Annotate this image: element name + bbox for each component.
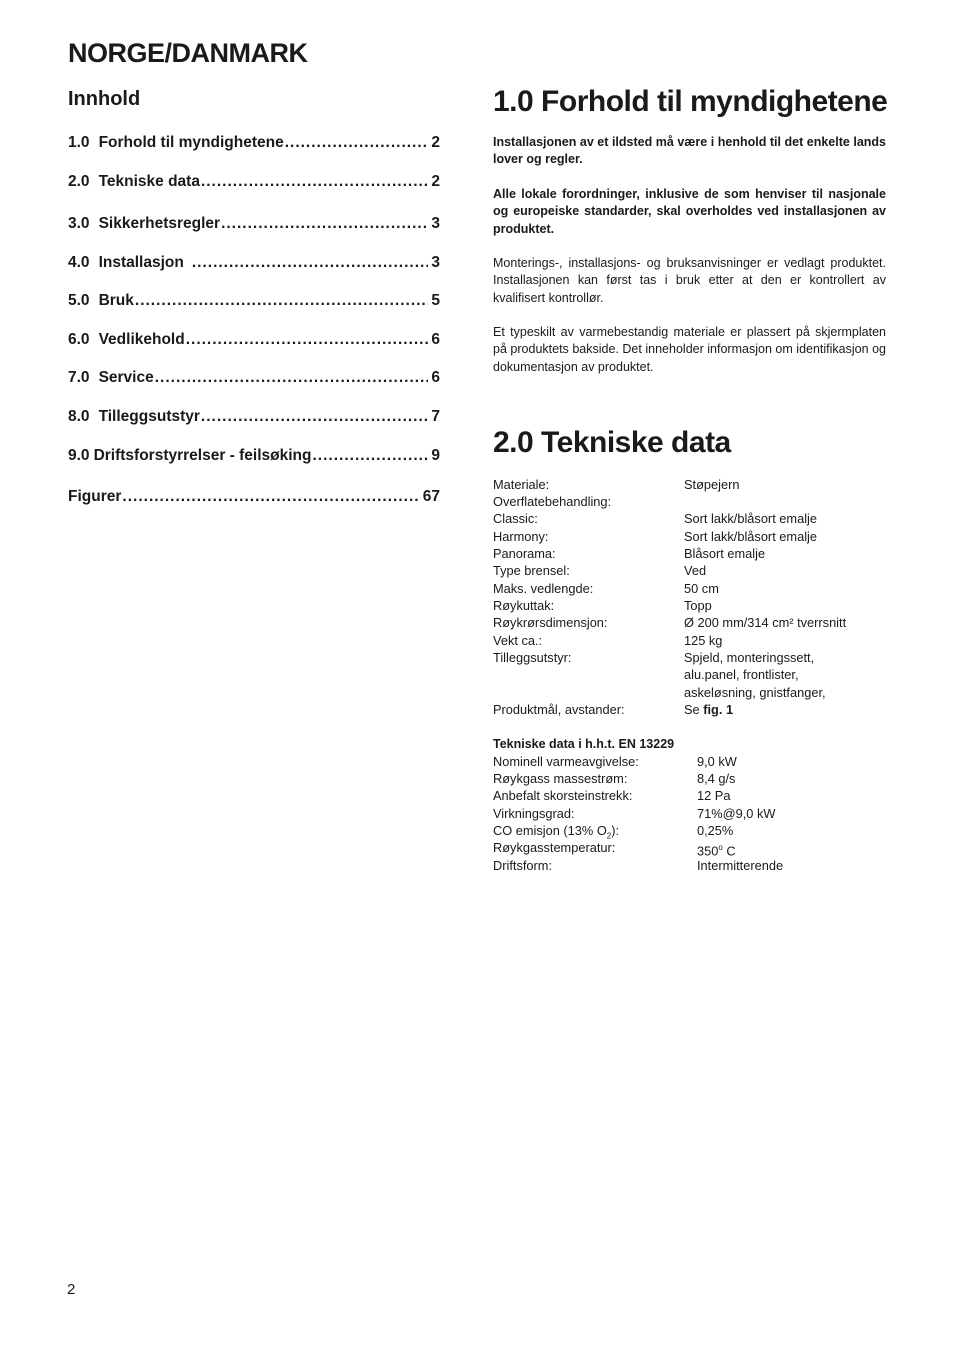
emission-label-text: CO emisjon (13% O: [493, 823, 607, 838]
toc-item-page: 3: [431, 254, 440, 271]
superscript: o: [718, 843, 723, 852]
toc-dot-leader: [122, 488, 419, 506]
section-1-paragraph: Et typeskilt av varmebestandig materiale er plassert på skjermplaten på produktets bakside. Det inneholder informasjon om identifikasjon og dokumentasjon av produktet.: [493, 325, 886, 374]
toc-dot-leader: [313, 447, 429, 465]
toc-item[interactable]: [68, 369, 440, 387]
toc-item[interactable]: [68, 447, 440, 465]
toc-item-page: 2: [431, 173, 440, 190]
toc-item-page: 7: [431, 408, 440, 425]
toc-item-page: 5: [431, 292, 440, 309]
toc-item-number: 1.0: [68, 134, 90, 151]
figure-reference: fig. 1: [703, 702, 734, 717]
toc-item-label: Bruk: [98, 292, 134, 309]
emission-value: 0,25%: [697, 823, 734, 838]
toc-item-label: Vedlikehold: [98, 331, 185, 348]
spec-label: Produktmål, avstander:: [493, 702, 625, 717]
toc-dot-leader: [201, 173, 428, 191]
spec-label: Overflatebehandling:: [493, 494, 612, 509]
emission-label-text: ):: [611, 823, 620, 838]
emission-label: Røykgass massestrøm:: [493, 771, 628, 786]
spec-value-text: Se: [684, 702, 704, 717]
spec-value: 50 cm: [684, 581, 719, 596]
toc-dot-leader: [186, 331, 429, 349]
emission-value-text: C: [722, 843, 736, 859]
toc-dot-leader: [221, 215, 428, 233]
emission-value: 9,0 kW: [697, 754, 737, 769]
toc-item-number: 8.0: [68, 408, 90, 425]
toc-item[interactable]: [68, 215, 440, 233]
toc-item-label: Service: [98, 369, 154, 386]
toc-title: Innhold: [68, 88, 141, 110]
toc-item[interactable]: [68, 134, 440, 152]
toc-item[interactable]: [68, 408, 440, 426]
toc-item-number: 7.0: [68, 369, 90, 386]
spec-label: Maks. vedlengde:: [493, 581, 594, 596]
page-header: NORGE/DANMARK: [68, 38, 308, 68]
toc-item-page: 6: [431, 369, 440, 386]
section-2-title: 2.0 Tekniske data: [493, 426, 731, 459]
spec-label: Type brensel:: [493, 563, 570, 578]
toc-item-number: 5.0: [68, 292, 90, 309]
spec-value: Ø 200 mm/314 cm² tverrsnitt: [684, 615, 847, 630]
spec-value: 125 kg: [684, 633, 723, 648]
spec-label: Vekt ca.:: [493, 633, 543, 648]
toc-item[interactable]: [68, 292, 440, 310]
spec-label: Classic:: [493, 511, 538, 526]
spec-value: Blåsort emalje: [684, 546, 766, 561]
spec-label: Røykuttak:: [493, 598, 555, 613]
spec-value: Sort lakk/blåsort emalje: [684, 511, 817, 526]
toc-item-number: 3.0: [68, 215, 90, 232]
section-1-paragraph: Installasjonen av et ildsted må være i henhold til det enkelte lands lover og regler.: [493, 135, 886, 167]
toc-item[interactable]: [68, 254, 440, 272]
spec-value: Sort lakk/blåsort emalje: [684, 529, 817, 544]
spec-label: Harmony:: [493, 529, 549, 544]
toc-item[interactable]: [68, 488, 440, 506]
section-1-paragraph: Alle lokale forordninger, inklusive de som henviser til nasjonale og europeiske standarder, skal overholdes ved installasjonen av produktet.: [493, 187, 886, 236]
toc-dot-leader: [201, 408, 428, 426]
spec-value: [684, 701, 884, 718]
toc-item-number: 4.0: [68, 254, 90, 271]
toc-item-label: Tilleggsutstyr: [98, 408, 200, 425]
section-1-paragraph: Monterings-, installasjons- og bruksanvisninger er vedlagt produktet. Installasjonen kan først tas i bruk etter at den er kontrollert av kvalifisert kontrollør.: [493, 256, 886, 305]
spec-value: Spjeld, monteringssett, alu.panel, frontlister, askeløsning, gnistfanger,: [684, 650, 826, 700]
toc-item[interactable]: [68, 331, 440, 349]
spec-label: Røykrørsdimensjon:: [493, 615, 608, 630]
emission-value: 12 Pa: [697, 788, 731, 803]
toc-item-number: 6.0: [68, 331, 90, 348]
emission-value: 8,4 g/s: [697, 771, 736, 786]
toc-item-label: Figurer: [68, 488, 122, 505]
toc-dot-leader: [155, 369, 429, 387]
emission-value: Intermitterende: [697, 858, 784, 873]
page-number: 2: [67, 1281, 76, 1298]
spec-value: Topp: [684, 598, 712, 613]
toc-item-label: Installasjon: [98, 254, 184, 271]
toc-item-number: 2.0: [68, 173, 90, 190]
spec-value: Støpejern: [684, 477, 740, 492]
toc-dot-leader: [285, 134, 429, 152]
toc-item-page: 3: [431, 215, 440, 232]
section-1-title: 1.0 Forhold til myndighetene: [493, 85, 888, 118]
toc-item[interactable]: [68, 173, 440, 191]
toc-item-number: 9.0: [68, 447, 90, 464]
emission-value-text: 350: [697, 843, 719, 859]
emissions-title: Tekniske data i h.h.t. EN 13229: [493, 737, 675, 751]
toc-item-label: Sikkerhetsregler: [98, 215, 221, 232]
toc-item-page: 2: [431, 134, 440, 151]
emission-label: Nominell varmeavgivelse:: [493, 754, 639, 769]
toc-item-label: Forhold til myndighetene: [98, 134, 284, 151]
toc-item-label: Driftsforstyrrelser - feilsøking: [93, 447, 312, 464]
emission-label: Anbefalt skorsteinstrekk:: [493, 788, 633, 803]
toc-dot-leader: [135, 292, 428, 310]
toc-item-page: 6: [431, 331, 440, 348]
emission-label: Driftsform:: [493, 858, 553, 873]
emission-label: Virkningsgrad:: [493, 806, 575, 821]
toc-item-page: 67: [422, 488, 440, 505]
toc-item-label: Tekniske data: [98, 173, 200, 190]
toc-item-page: 9: [431, 447, 440, 464]
spec-label: Materiale:: [493, 477, 550, 492]
toc-dot-leader: [192, 254, 429, 272]
spec-label: Panorama:: [493, 546, 556, 561]
emission-label: Røykgasstemperatur:: [493, 840, 616, 855]
spec-value: Ved: [684, 563, 707, 578]
spec-label: Tilleggsutstyr:: [493, 650, 572, 665]
emission-value: 71%@9,0 kW: [697, 806, 776, 821]
subscript: 2: [606, 831, 612, 841]
